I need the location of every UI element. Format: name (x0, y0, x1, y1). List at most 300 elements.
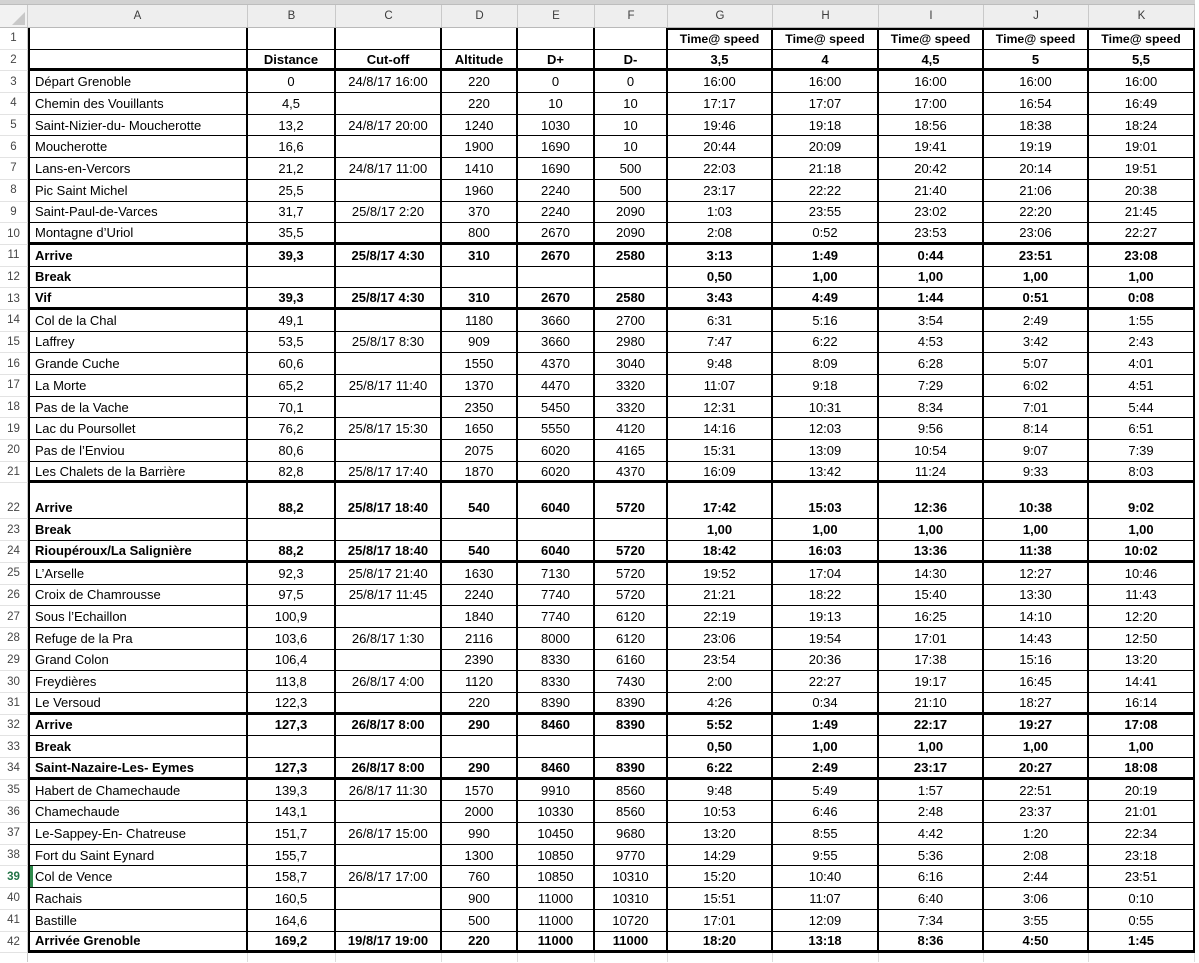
cell-K2[interactable]: 5,5 (1089, 50, 1195, 72)
cell-E1[interactable] (518, 28, 595, 50)
cell-C21[interactable]: 25/8/17 17:40 (336, 462, 442, 484)
cell-E41[interactable]: 11000 (518, 910, 595, 932)
cell-K11[interactable]: 23:08 (1089, 245, 1195, 267)
cell-A38[interactable]: Fort du Saint Eynard (28, 845, 248, 867)
cell-I21[interactable]: 11:24 (879, 462, 984, 484)
cell-K21[interactable]: 8:03 (1089, 462, 1195, 484)
row-header-23[interactable]: 23 (0, 519, 28, 541)
cell-F41[interactable]: 10720 (595, 910, 668, 932)
cell-G37[interactable]: 13:20 (668, 823, 773, 845)
cell-E21[interactable]: 6020 (518, 462, 595, 484)
cell-D17[interactable]: 1370 (442, 375, 518, 397)
cell-B5[interactable]: 13,2 (248, 115, 336, 137)
cell-I41[interactable]: 7:34 (879, 910, 984, 932)
cell-J31[interactable]: 18:27 (984, 693, 1089, 715)
cell-K3[interactable]: 16:00 (1089, 71, 1195, 93)
cell-A37[interactable]: Le-Sappey-En- Chatreuse (28, 823, 248, 845)
row-header-17[interactable]: 17 (0, 375, 28, 397)
cell-I24[interactable]: 13:36 (879, 541, 984, 563)
row-header-3[interactable]: 3 (0, 71, 28, 93)
cell-C32[interactable]: 26/8/17 8:00 (336, 715, 442, 737)
cell-E28[interactable]: 8000 (518, 628, 595, 650)
cell-C28[interactable]: 26/8/17 1:30 (336, 628, 442, 650)
cell-C17[interactable]: 25/8/17 11:40 (336, 375, 442, 397)
cell-B20[interactable]: 80,6 (248, 440, 336, 462)
cell-G5[interactable]: 19:46 (668, 115, 773, 137)
row-header-38[interactable]: 38 (0, 845, 28, 867)
cell-C40[interactable] (336, 888, 442, 910)
cell-H27[interactable]: 19:13 (773, 606, 879, 628)
cell-H4[interactable]: 17:07 (773, 93, 879, 115)
cell-J15[interactable]: 3:42 (984, 332, 1089, 354)
cell-G36[interactable]: 10:53 (668, 801, 773, 823)
cell-F2[interactable]: D- (595, 50, 668, 72)
cell-A4[interactable]: Chemin des Vouillants (28, 93, 248, 115)
cell-J4[interactable]: 16:54 (984, 93, 1089, 115)
cell-A42[interactable]: Arrivée Grenoble (28, 932, 248, 954)
cell-J40[interactable]: 3:06 (984, 888, 1089, 910)
cell-F16[interactable]: 3040 (595, 353, 668, 375)
cell-G29[interactable]: 23:54 (668, 650, 773, 672)
cell-I3[interactable]: 16:00 (879, 71, 984, 93)
row-header-15[interactable]: 15 (0, 332, 28, 354)
cell-D6[interactable]: 1900 (442, 136, 518, 158)
cell-J26[interactable]: 13:30 (984, 585, 1089, 607)
column-header-I[interactable]: I (879, 5, 984, 27)
cell-I15[interactable]: 4:53 (879, 332, 984, 354)
cell-I32[interactable]: 22:17 (879, 715, 984, 737)
row-header-24[interactable]: 24 (0, 541, 28, 563)
cell-E31[interactable]: 8390 (518, 693, 595, 715)
cell-I36[interactable]: 2:48 (879, 801, 984, 823)
cell-F27[interactable]: 6120 (595, 606, 668, 628)
cell-I16[interactable]: 6:28 (879, 353, 984, 375)
cell-B32[interactable]: 127,3 (248, 715, 336, 737)
column-header-C[interactable]: C (336, 5, 442, 27)
cell-I30[interactable]: 19:17 (879, 671, 984, 693)
cell-F22[interactable]: 5720 (595, 483, 668, 519)
column-header-E[interactable]: E (518, 5, 595, 27)
cell-B40[interactable]: 160,5 (248, 888, 336, 910)
cell-E16[interactable]: 4370 (518, 353, 595, 375)
cell-A27[interactable]: Sous l’Echaillon (28, 606, 248, 628)
cell-D3[interactable]: 220 (442, 71, 518, 93)
cell-I27[interactable]: 16:25 (879, 606, 984, 628)
row-header-18[interactable]: 18 (0, 397, 28, 419)
cell-I9[interactable]: 23:02 (879, 202, 984, 224)
cell-J21[interactable]: 9:33 (984, 462, 1089, 484)
cell-D9[interactable]: 370 (442, 202, 518, 224)
cell-B17[interactable]: 65,2 (248, 375, 336, 397)
cell-H37[interactable]: 8:55 (773, 823, 879, 845)
cell-B12[interactable] (248, 267, 336, 289)
cell-F20[interactable]: 4165 (595, 440, 668, 462)
cell-E32[interactable]: 8460 (518, 715, 595, 737)
cell-K28[interactable]: 12:50 (1089, 628, 1195, 650)
cell-B6[interactable]: 16,6 (248, 136, 336, 158)
cell-K39[interactable]: 23:51 (1089, 866, 1195, 888)
cell-C4[interactable] (336, 93, 442, 115)
cell-C16[interactable] (336, 353, 442, 375)
cell-C33[interactable] (336, 736, 442, 758)
cell-H35[interactable]: 5:49 (773, 780, 879, 802)
cell-H31[interactable]: 0:34 (773, 693, 879, 715)
cell-A2[interactable] (28, 50, 248, 72)
cell-B37[interactable]: 151,7 (248, 823, 336, 845)
cell-G39[interactable]: 15:20 (668, 866, 773, 888)
cell-J12[interactable]: 1,00 (984, 267, 1089, 289)
cell-K10[interactable]: 22:27 (1089, 223, 1195, 245)
cell-C6[interactable] (336, 136, 442, 158)
cell-C36[interactable] (336, 801, 442, 823)
cell-E9[interactable]: 2240 (518, 202, 595, 224)
cell-B15[interactable]: 53,5 (248, 332, 336, 354)
cell-E39[interactable]: 10850 (518, 866, 595, 888)
cell-B42[interactable]: 169,2 (248, 932, 336, 954)
cell-A25[interactable]: L’Arselle (28, 563, 248, 585)
cell-J36[interactable]: 23:37 (984, 801, 1089, 823)
cell-H7[interactable]: 21:18 (773, 158, 879, 180)
cell-H24[interactable]: 16:03 (773, 541, 879, 563)
cell-J41[interactable]: 3:55 (984, 910, 1089, 932)
cell-A24[interactable]: Rioupéroux/La Salignière (28, 541, 248, 563)
cell-J18[interactable]: 7:01 (984, 397, 1089, 419)
cell-J30[interactable]: 16:45 (984, 671, 1089, 693)
cell-K36[interactable]: 21:01 (1089, 801, 1195, 823)
cell-C38[interactable] (336, 845, 442, 867)
row-header-20[interactable]: 20 (0, 440, 28, 462)
cell-F28[interactable]: 6120 (595, 628, 668, 650)
cell-H36[interactable]: 6:46 (773, 801, 879, 823)
cell-H10[interactable]: 0:52 (773, 223, 879, 245)
cell-D15[interactable]: 909 (442, 332, 518, 354)
cell-J33[interactable]: 1,00 (984, 736, 1089, 758)
column-header-D[interactable]: D (442, 5, 518, 27)
cell-F30[interactable]: 7430 (595, 671, 668, 693)
cell-C7[interactable]: 24/8/17 11:00 (336, 158, 442, 180)
cell-F1[interactable] (595, 28, 668, 50)
cell-J17[interactable]: 6:02 (984, 375, 1089, 397)
cell-E14[interactable]: 3660 (518, 310, 595, 332)
cell-H30[interactable]: 22:27 (773, 671, 879, 693)
cell-D10[interactable]: 800 (442, 223, 518, 245)
cell-G12[interactable]: 0,50 (668, 267, 773, 289)
cell-D33[interactable] (442, 736, 518, 758)
cell-D24[interactable]: 540 (442, 541, 518, 563)
cell-A34[interactable]: Saint-Nazaire-Les- Eymes (28, 758, 248, 780)
cell-D35[interactable]: 1570 (442, 780, 518, 802)
cell-E42[interactable]: 11000 (518, 932, 595, 954)
cell-K23[interactable]: 1,00 (1089, 519, 1195, 541)
cell-F19[interactable]: 4120 (595, 418, 668, 440)
cell-A21[interactable]: Les Chalets de la Barrière (28, 462, 248, 484)
cell-F12[interactable] (595, 267, 668, 289)
cell-J3[interactable]: 16:00 (984, 71, 1089, 93)
cell-F17[interactable]: 3320 (595, 375, 668, 397)
cell-H40[interactable]: 11:07 (773, 888, 879, 910)
row-header-11[interactable]: 11 (0, 245, 28, 267)
cell-J11[interactable]: 23:51 (984, 245, 1089, 267)
cell-J38[interactable]: 2:08 (984, 845, 1089, 867)
cell-C1[interactable] (336, 28, 442, 50)
cell-F18[interactable]: 3320 (595, 397, 668, 419)
cell-F6[interactable]: 10 (595, 136, 668, 158)
cell-I37[interactable]: 4:42 (879, 823, 984, 845)
cell-H6[interactable]: 20:09 (773, 136, 879, 158)
cell-B30[interactable]: 113,8 (248, 671, 336, 693)
cell-A10[interactable]: Montagne d’Uriol (28, 223, 248, 245)
cell-C26[interactable]: 25/8/17 11:45 (336, 585, 442, 607)
row-header-5[interactable]: 5 (0, 115, 28, 137)
cell-H28[interactable]: 19:54 (773, 628, 879, 650)
cell-A6[interactable]: Moucherotte (28, 136, 248, 158)
cell-C37[interactable]: 26/8/17 15:00 (336, 823, 442, 845)
cell-F39[interactable]: 10310 (595, 866, 668, 888)
cell-G3[interactable]: 16:00 (668, 71, 773, 93)
cell-A3[interactable]: Départ Grenoble (28, 71, 248, 93)
cell-B36[interactable]: 143,1 (248, 801, 336, 823)
cell-I31[interactable]: 21:10 (879, 693, 984, 715)
cell-E37[interactable]: 10450 (518, 823, 595, 845)
cell-F9[interactable]: 2090 (595, 202, 668, 224)
row-header-2[interactable]: 2 (0, 50, 28, 72)
cell-D20[interactable]: 2075 (442, 440, 518, 462)
cell-F14[interactable]: 2700 (595, 310, 668, 332)
cell-I20[interactable]: 10:54 (879, 440, 984, 462)
cell-K14[interactable]: 1:55 (1089, 310, 1195, 332)
cell-E22[interactable]: 6040 (518, 483, 595, 519)
cell-F5[interactable]: 10 (595, 115, 668, 137)
cell-F32[interactable]: 8390 (595, 715, 668, 737)
cell-A33[interactable]: Break (28, 736, 248, 758)
cell-K25[interactable]: 10:46 (1089, 563, 1195, 585)
cell-F26[interactable]: 5720 (595, 585, 668, 607)
cell-D18[interactable]: 2350 (442, 397, 518, 419)
cell-G27[interactable]: 22:19 (668, 606, 773, 628)
cell-K31[interactable]: 16:14 (1089, 693, 1195, 715)
cell-C29[interactable] (336, 650, 442, 672)
cell-I33[interactable]: 1,00 (879, 736, 984, 758)
cell-I5[interactable]: 18:56 (879, 115, 984, 137)
cell-H29[interactable]: 20:36 (773, 650, 879, 672)
cell-K42[interactable]: 1:45 (1089, 932, 1195, 954)
row-header-14[interactable]: 14 (0, 310, 28, 332)
row-header-21[interactable]: 21 (0, 462, 28, 484)
cell-J13[interactable]: 0:51 (984, 288, 1089, 310)
cell-D41[interactable]: 500 (442, 910, 518, 932)
cell-H38[interactable]: 9:55 (773, 845, 879, 867)
cell-I39[interactable]: 6:16 (879, 866, 984, 888)
cell-I8[interactable]: 21:40 (879, 180, 984, 202)
cell-I42[interactable]: 8:36 (879, 932, 984, 954)
cell-A9[interactable]: Saint-Paul-de-Varces (28, 202, 248, 224)
cell-K32[interactable]: 17:08 (1089, 715, 1195, 737)
cell-J27[interactable]: 14:10 (984, 606, 1089, 628)
cell-A14[interactable]: Col de la Chal (28, 310, 248, 332)
cell-K13[interactable]: 0:08 (1089, 288, 1195, 310)
cell-G34[interactable]: 6:22 (668, 758, 773, 780)
cell-G25[interactable]: 19:52 (668, 563, 773, 585)
cell-A40[interactable]: Rachais (28, 888, 248, 910)
cell-F10[interactable]: 2090 (595, 223, 668, 245)
cell-I22[interactable]: 12:36 (879, 483, 984, 519)
cell-D12[interactable] (442, 267, 518, 289)
cell-K41[interactable]: 0:55 (1089, 910, 1195, 932)
cell-C8[interactable] (336, 180, 442, 202)
cell-K35[interactable]: 20:19 (1089, 780, 1195, 802)
cell-A15[interactable]: Laffrey (28, 332, 248, 354)
cell-G17[interactable]: 11:07 (668, 375, 773, 397)
cell-E3[interactable]: 0 (518, 71, 595, 93)
cell-H12[interactable]: 1,00 (773, 267, 879, 289)
cell-J14[interactable]: 2:49 (984, 310, 1089, 332)
cell-K27[interactable]: 12:20 (1089, 606, 1195, 628)
row-header-19[interactable]: 19 (0, 418, 28, 440)
cell-E5[interactable]: 1030 (518, 115, 595, 137)
cell-H34[interactable]: 2:49 (773, 758, 879, 780)
cell-A23[interactable]: Break (28, 519, 248, 541)
cell-C30[interactable]: 26/8/17 4:00 (336, 671, 442, 693)
cell-C10[interactable] (336, 223, 442, 245)
cell-C9[interactable]: 25/8/17 2:20 (336, 202, 442, 224)
cell-D27[interactable]: 1840 (442, 606, 518, 628)
cell-E20[interactable]: 6020 (518, 440, 595, 462)
cell-F42[interactable]: 11000 (595, 932, 668, 954)
cell-H39[interactable]: 10:40 (773, 866, 879, 888)
cell-E6[interactable]: 1690 (518, 136, 595, 158)
cell-A28[interactable]: Refuge de la Pra (28, 628, 248, 650)
cell-B4[interactable]: 4,5 (248, 93, 336, 115)
cell-D23[interactable] (442, 519, 518, 541)
cell-G16[interactable]: 9:48 (668, 353, 773, 375)
cell-G8[interactable]: 23:17 (668, 180, 773, 202)
cell-C2[interactable]: Cut-off (336, 50, 442, 72)
row-header-8[interactable]: 8 (0, 180, 28, 202)
cell-C13[interactable]: 25/8/17 4:30 (336, 288, 442, 310)
cell-I2[interactable]: 4,5 (879, 50, 984, 72)
cell-E33[interactable] (518, 736, 595, 758)
cell-H5[interactable]: 19:18 (773, 115, 879, 137)
cell-I13[interactable]: 1:44 (879, 288, 984, 310)
cell-F24[interactable]: 5720 (595, 541, 668, 563)
cell-D42[interactable]: 220 (442, 932, 518, 954)
row-header-27[interactable]: 27 (0, 606, 28, 628)
cell-K38[interactable]: 23:18 (1089, 845, 1195, 867)
cell-G14[interactable]: 6:31 (668, 310, 773, 332)
cell-D2[interactable]: Altitude (442, 50, 518, 72)
cell-H9[interactable]: 23:55 (773, 202, 879, 224)
cell-J28[interactable]: 14:43 (984, 628, 1089, 650)
cell-G21[interactable]: 16:09 (668, 462, 773, 484)
cell-C39[interactable]: 26/8/17 17:00 (336, 866, 442, 888)
cell-C15[interactable]: 25/8/17 8:30 (336, 332, 442, 354)
cell-K20[interactable]: 7:39 (1089, 440, 1195, 462)
cell-J2[interactable]: 5 (984, 50, 1089, 72)
cell-A30[interactable]: Freydières (28, 671, 248, 693)
cell-H17[interactable]: 9:18 (773, 375, 879, 397)
column-header-G[interactable]: G (668, 5, 773, 27)
cell-A29[interactable]: Grand Colon (28, 650, 248, 672)
cell-G15[interactable]: 7:47 (668, 332, 773, 354)
cell-B24[interactable]: 88,2 (248, 541, 336, 563)
cell-H2[interactable]: 4 (773, 50, 879, 72)
cell-E23[interactable] (518, 519, 595, 541)
cell-C23[interactable] (336, 519, 442, 541)
cell-J29[interactable]: 15:16 (984, 650, 1089, 672)
cell-G32[interactable]: 5:52 (668, 715, 773, 737)
cell-H3[interactable]: 16:00 (773, 71, 879, 93)
cell-B41[interactable]: 164,6 (248, 910, 336, 932)
cell-B38[interactable]: 155,7 (248, 845, 336, 867)
cell-D11[interactable]: 310 (442, 245, 518, 267)
cell-H14[interactable]: 5:16 (773, 310, 879, 332)
cell-D5[interactable]: 1240 (442, 115, 518, 137)
cell-C12[interactable] (336, 267, 442, 289)
cell-H23[interactable]: 1,00 (773, 519, 879, 541)
row-header-29[interactable]: 29 (0, 650, 28, 672)
row-header-10[interactable]: 10 (0, 223, 28, 245)
cell-H25[interactable]: 17:04 (773, 563, 879, 585)
cell-B18[interactable]: 70,1 (248, 397, 336, 419)
row-header-22[interactable]: 22 (0, 483, 28, 519)
cell-F13[interactable]: 2580 (595, 288, 668, 310)
cell-A35[interactable]: Habert de Chamechaude (28, 780, 248, 802)
cell-K37[interactable]: 22:34 (1089, 823, 1195, 845)
cell-E27[interactable]: 7740 (518, 606, 595, 628)
cell-F33[interactable] (595, 736, 668, 758)
cell-E35[interactable]: 9910 (518, 780, 595, 802)
cell-J5[interactable]: 18:38 (984, 115, 1089, 137)
cell-A18[interactable]: Pas de la Vache (28, 397, 248, 419)
cell-H15[interactable]: 6:22 (773, 332, 879, 354)
cell-B26[interactable]: 97,5 (248, 585, 336, 607)
row-header-42[interactable]: 42 (0, 932, 28, 954)
cell-B3[interactable]: 0 (248, 71, 336, 93)
cell-E10[interactable]: 2670 (518, 223, 595, 245)
cell-F34[interactable]: 8390 (595, 758, 668, 780)
cell-C24[interactable]: 25/8/17 18:40 (336, 541, 442, 563)
cell-H13[interactable]: 4:49 (773, 288, 879, 310)
row-header-16[interactable]: 16 (0, 353, 28, 375)
cell-E36[interactable]: 10330 (518, 801, 595, 823)
cell-B21[interactable]: 82,8 (248, 462, 336, 484)
row-header-31[interactable]: 31 (0, 693, 28, 715)
cell-G13[interactable]: 3:43 (668, 288, 773, 310)
cell-C41[interactable] (336, 910, 442, 932)
cell-E18[interactable]: 5450 (518, 397, 595, 419)
cell-B10[interactable]: 35,5 (248, 223, 336, 245)
cell-G38[interactable]: 14:29 (668, 845, 773, 867)
cell-A20[interactable]: Pas de l’Enviou (28, 440, 248, 462)
cell-J42[interactable]: 4:50 (984, 932, 1089, 954)
cell-E7[interactable]: 1690 (518, 158, 595, 180)
cell-G31[interactable]: 4:26 (668, 693, 773, 715)
cell-D30[interactable]: 1120 (442, 671, 518, 693)
cell-J1[interactable]: Time@ speed (984, 28, 1089, 50)
cell-D22[interactable]: 540 (442, 483, 518, 519)
cell-A41[interactable]: Bastille (28, 910, 248, 932)
row-header-36[interactable]: 36 (0, 801, 28, 823)
cell-I18[interactable]: 8:34 (879, 397, 984, 419)
cell-B33[interactable] (248, 736, 336, 758)
cell-G18[interactable]: 12:31 (668, 397, 773, 419)
cell-F31[interactable]: 8390 (595, 693, 668, 715)
cell-B13[interactable]: 39,3 (248, 288, 336, 310)
cell-G23[interactable]: 1,00 (668, 519, 773, 541)
cell-H26[interactable]: 18:22 (773, 585, 879, 607)
cell-E29[interactable]: 8330 (518, 650, 595, 672)
cell-D38[interactable]: 1300 (442, 845, 518, 867)
